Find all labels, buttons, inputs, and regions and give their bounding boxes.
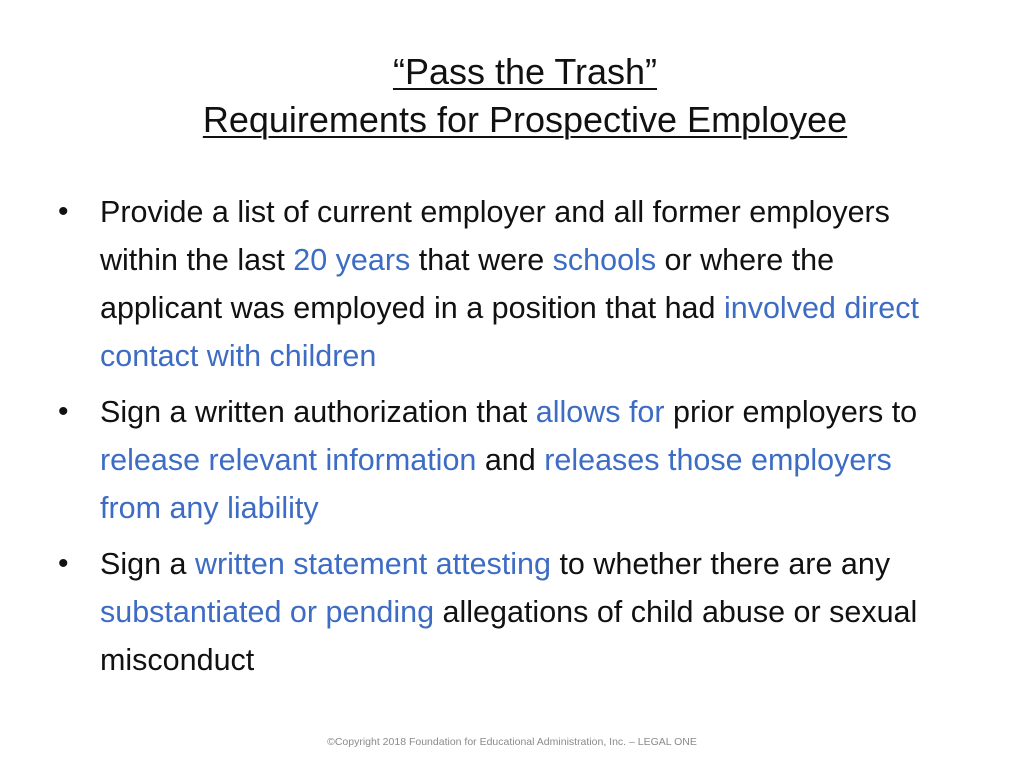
bullet-text: Sign a	[100, 547, 195, 581]
bullet-text: Sign a written authorization that	[100, 395, 536, 429]
bullet-list	[56, 188, 956, 692]
bullet-item	[56, 540, 956, 684]
bullet-highlight: substantiated or pending	[100, 595, 435, 629]
slide-title	[40, 48, 1010, 144]
title-line-1: “Pass the Trash”	[392, 51, 658, 92]
bullet-highlight: written statement attesting	[194, 547, 551, 581]
bullet-item	[56, 188, 956, 380]
bullet-text: or where the applicant was employed in a position that had	[100, 243, 835, 325]
bullet-text: that were	[410, 243, 553, 277]
bullet-highlight: releases those employers from any liability	[100, 443, 892, 525]
bullet-text: allegations of child abuse or sexual misconduct	[100, 595, 918, 677]
bullet-item	[56, 388, 956, 532]
bullet-text: and	[476, 443, 545, 477]
bullet-text: Provide a list of current employer and all former employers within the last	[100, 195, 890, 277]
bullet-highlight: involved direct contact with children	[100, 291, 919, 373]
bullet-highlight: schools	[552, 243, 657, 277]
bullet-icon: •	[58, 195, 69, 228]
bullet-text: prior employers to	[664, 395, 918, 429]
bullet-highlight: 20 years	[293, 243, 411, 277]
bullet-highlight: allows for	[535, 395, 665, 429]
bullet-icon: •	[58, 395, 69, 428]
title-line-2: Requirements for Prospective Employee	[202, 99, 848, 140]
bullet-text: to whether there are any	[550, 547, 891, 581]
bullet-highlight: release relevant information	[100, 443, 477, 477]
copyright-footer: ©Copyright 2018 Foundation for Educational Administration, Inc. – LEGAL ONE	[327, 736, 697, 748]
bullet-icon: •	[58, 547, 69, 580]
